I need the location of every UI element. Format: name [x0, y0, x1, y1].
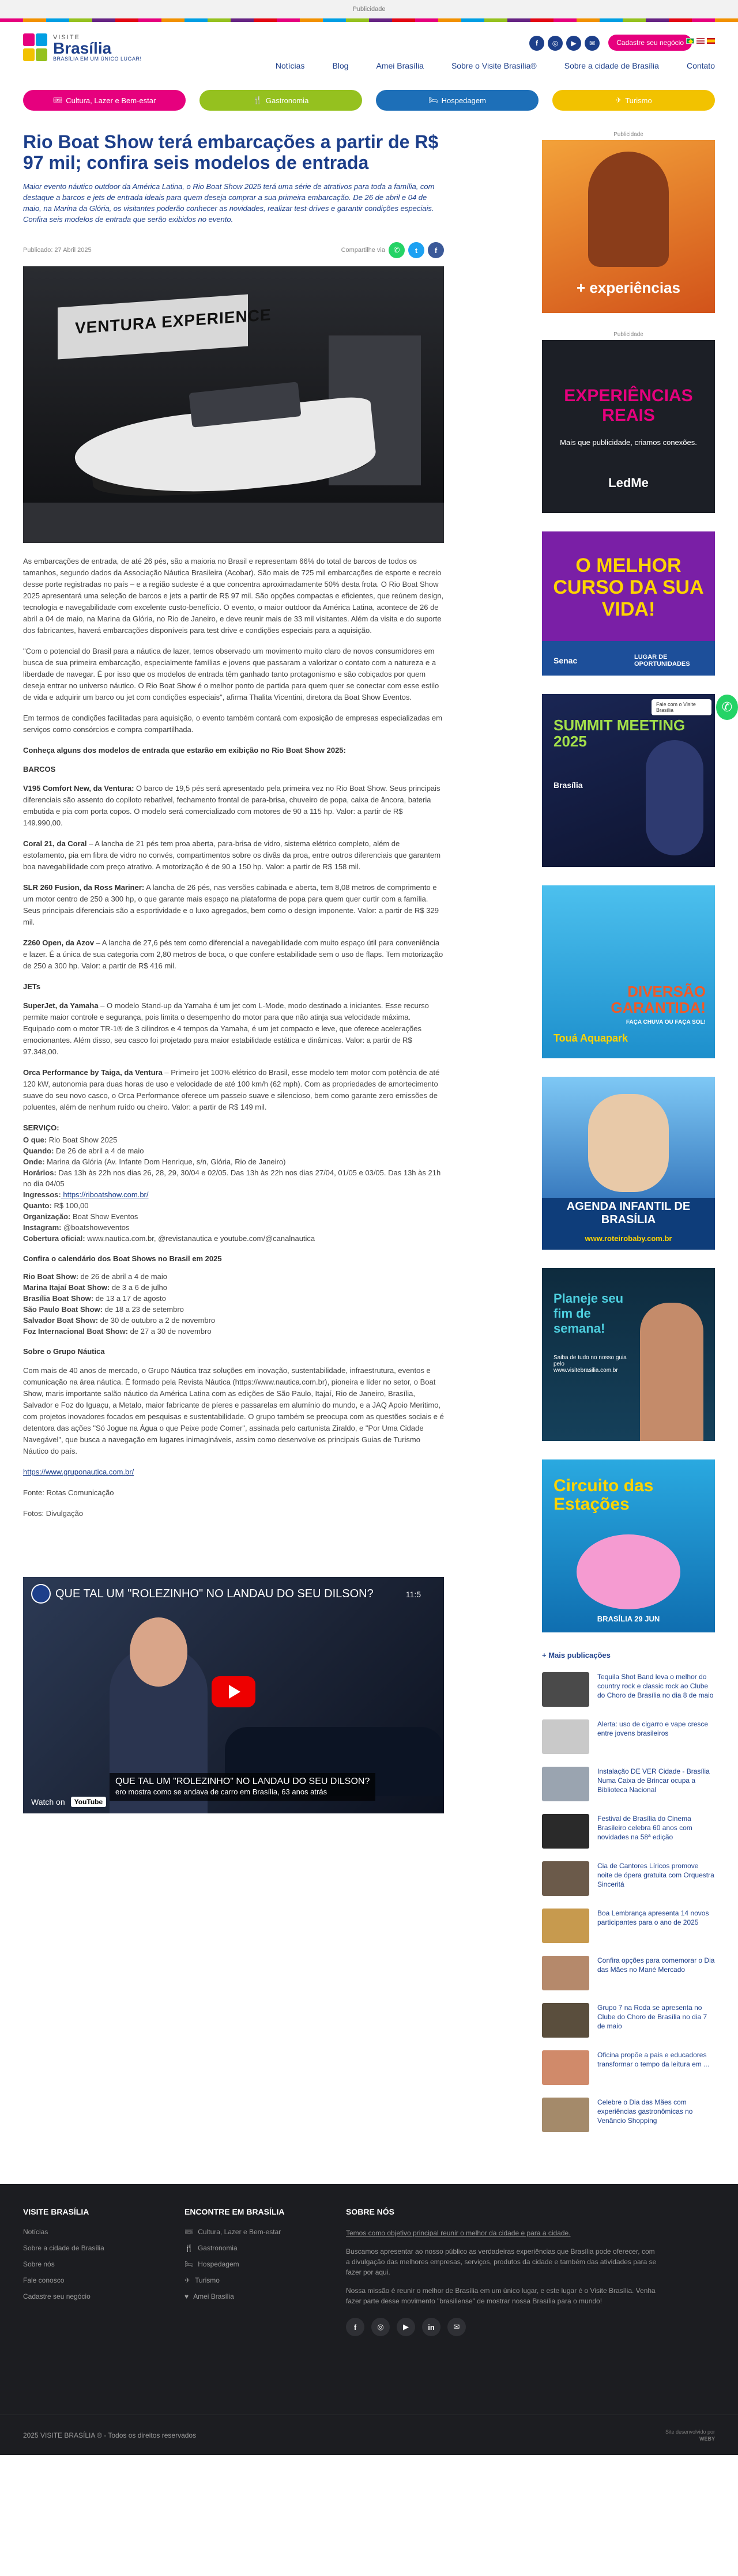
- food-icon: 🍴: [253, 96, 262, 104]
- boat-item: [23, 783, 444, 829]
- publication-item[interactable]: [542, 1672, 715, 1707]
- plane-icon: ✈: [184, 2276, 191, 2284]
- nav-noticias[interactable]: Notícias: [275, 61, 305, 70]
- publication-title: Oficina propõe a pais e educadores transformar o tempo da leitura em ...: [597, 2051, 710, 2068]
- hero-floor: [23, 503, 444, 543]
- sidebar: [542, 131, 715, 2132]
- ad-sub: Mais que publicidade, criamos conexões.: [560, 438, 697, 447]
- publication-title: Confira opções para comemorar o Dia das Mães no Mané Mercado: [597, 1956, 715, 1974]
- jet-name: SuperJet, da Yamaha: [23, 1001, 99, 1010]
- category-gastronomia[interactable]: [199, 90, 362, 111]
- ad-text: Planeje seu fim de semana!: [554, 1291, 624, 1336]
- ad-sub: BRASÍLIA 29 JUN: [597, 1615, 660, 1623]
- publication-title: Alerta: uso de cigarro e vape cresce entre jovens brasileiros: [597, 1720, 709, 1737]
- publication-title: Cia de Cantores Líricos promove noite de ópera gratuita com Orquestra Sinceritá: [597, 1862, 714, 1888]
- sidebar-ad[interactable]: [542, 140, 715, 313]
- logo-tagline: BRASÍLIA EM UM ÚNICO LUGAR!: [53, 56, 142, 62]
- article-body: [23, 556, 444, 1519]
- service-item: Ingressos: https://riboatshow.com.br/: [23, 1190, 149, 1199]
- food-icon: 🍴: [184, 2244, 193, 2252]
- footer-about-text: Nossa missão é reunir o melhor de Brasília em um único lugar, e este lugar é o Visite Brasília. Venha fazer parte desse movimento "brasiliense" de mostrar nossa Brasília para o mundo!: [346, 2287, 656, 2305]
- about-link[interactable]: https://www.gruponautica.com.br/: [23, 1468, 134, 1476]
- service-item: Cobertura oficial: www.nautica.com.br, @revistanautica e youtube.com/@canalnautica: [23, 1234, 315, 1243]
- published-date: Publicado: 27 Abril 2025: [23, 247, 92, 254]
- category-label: Turismo: [625, 96, 652, 105]
- service-item: Instagram: @boatshoweventos: [23, 1223, 130, 1232]
- plane-icon: ✈: [615, 96, 622, 104]
- logo-mark-icon: [23, 33, 48, 62]
- footer-link[interactable]: 🎟 Cultura, Lazer e Bem-estar: [184, 2228, 281, 2236]
- youtube-embed[interactable]: [23, 1577, 444, 1813]
- category-turismo[interactable]: [552, 90, 715, 111]
- publication-title: Instalação DE VER Cidade - Brasília Numa Caixa de Brincar ocupa a Biblioteca Nacional: [597, 1767, 710, 1794]
- boats-heading: BARCOS: [23, 765, 56, 774]
- bed-icon: 🛏: [428, 96, 438, 104]
- calendar-item: Marina Itajaí Boat Show: de 3 a 6 de julho: [23, 1283, 167, 1292]
- article-lede: Maior evento náutico outdoor da América Latina, o Rio Boat Show 2025 terá uma série de atrativos para toda a família, com destaque a barcos e jets de entrada ideais para quem deseja comprar a sua primeira embarcação. De 26 de abril e 04 de maio, na Marina da Glória, os visitantes poderão conhecer as novidades, realizar test-drives e garantir condições especiais. Confira seis modelos de entrada que serão exibidos no evento.: [23, 182, 435, 224]
- nav-sobre-cidade[interactable]: Sobre a cidade de Brasília: [564, 61, 659, 70]
- watch-on-youtube[interactable]: Watch on YouTube: [23, 1790, 444, 1813]
- email-icon[interactable]: ✉: [447, 2318, 466, 2336]
- top-ad-label: Publicidade: [352, 6, 386, 13]
- logo-line1: VISITE: [53, 34, 80, 41]
- sidebar-ad[interactable]: [542, 1077, 715, 1250]
- jet-text: – O modelo Stand-up da Yamaha é um jet com L-Mode, modo destinado a iniciantes. Esse recurso permite maior controle e segurança, pois limita o desempenho do motor para que não atinja sua velocidade máxima. Equipado com o motor TR-1® de 3 cilindros e 4 tempos da Yamaha, é um jet compacto e leve, que oferece acelerações emocionantes. Além disso, seu casco foi projetado para maior estabilidade estática e dinâmicas. Valor: a partir de R$ 97.348,00.: [23, 1001, 429, 1056]
- boat-item: [23, 937, 444, 972]
- category-label: Gastronomia: [265, 96, 309, 105]
- footer-col-visite: [23, 2207, 150, 2336]
- publication-item[interactable]: [542, 1956, 715, 1990]
- share-label: Compartilhe via: [341, 247, 385, 254]
- publication-title: Celebre o Dia das Mães com experiências gastronômicas no Venâncio Shopping: [597, 2098, 693, 2125]
- ad-text: DIVERSÃO GARANTIDA!: [611, 983, 706, 1016]
- calendar-item: Brasília Boat Show: de 13 a 17 de agosto: [23, 1294, 166, 1303]
- main-content: [23, 131, 715, 2132]
- service-heading: SERVIÇO:: [23, 1123, 59, 1132]
- footer-social: [346, 2318, 657, 2336]
- nav-blog[interactable]: Blog: [332, 61, 349, 70]
- nav-amei-brasilia[interactable]: Amei Brasília: [376, 61, 424, 70]
- about-paragraph: Com mais de 40 anos de mercado, o Grupo Náutica traz soluções em inovação, sustentabilidade, infraestrutura, eventos e comunicação na área náutica. É formado pela Revista Náutica (https://www.nautica.com.br), pioneira e líder no setor, o Boat Show, maris importante salão náutico da América Latina com as edições de São Paulo, Itajaí, Rio de Janeiro, Brasília, Salvador e Foz do Iguaçu, a Metalo, maior fabricante de píeres e passarelas em alumínio do mundo, e a JAQ Apoio Meritimo, com projetos inovadores focados em pesquisas e sustentabilidade. O grupo também se preocupa com as questões sociais e é detentora das ações "Só Jogue na Água o que Peixe pode Comer", assinada pelo cartunista Ziraldo, e "Por Uma Cidade Navegável", que busca a navegação em lugares inimagináveis, assim como desenvolve os principais Guias de Turismo Náutico do país.: [23, 1366, 444, 1455]
- whatsapp-bubble: Fale com o Visite Brasília: [652, 699, 711, 715]
- about-heading: Sobre o Grupo Náutica: [23, 1347, 105, 1356]
- jet-item: [23, 1067, 444, 1113]
- article-meta: [23, 242, 444, 258]
- flag-us-icon[interactable]: [696, 38, 705, 44]
- footer-link[interactable]: Sobre a cidade de Brasília: [23, 2244, 104, 2252]
- category-label: Cultura, Lazer e Bem-estar: [66, 96, 156, 105]
- main-nav: [276, 61, 715, 70]
- video-face: [130, 1617, 187, 1687]
- sidebar-ad[interactable]: [542, 694, 715, 867]
- footer-about-text: Buscamos apresentar ao nosso público as verdadeiras experiências que Brasília pode oferecer, com a divulgação das melhores empresas, serviços, produtos da cidade e também das atividades para se fazer por aqui.: [346, 2247, 657, 2276]
- boat-name: SLR 260 Fusion, da Ross Mariner:: [23, 883, 145, 892]
- calendar-item: São Paulo Boat Show: de 18 a 23 de setembro: [23, 1305, 184, 1314]
- calendar-item: Salvador Boat Show: de 30 de outubro a 2 de novembro: [23, 1316, 216, 1325]
- developer-credit[interactable]: Site desenvolvido por WEBY: [665, 2429, 715, 2442]
- bed-icon: 🛏: [184, 2260, 194, 2268]
- publication-thumb: [542, 1814, 589, 1849]
- video-title[interactable]: QUE TAL UM "ROLEZINHO" NO LANDAU DO SEU DILSON?: [55, 1587, 374, 1600]
- category-label: Hospedagem: [441, 96, 486, 105]
- service-item: Onde: Marina da Glória (Av. Infante Dom Henrique, s/n, Glória, Rio de Janeiro): [23, 1157, 286, 1166]
- ad-brand: Touá Aquapark: [554, 1032, 628, 1044]
- email-icon[interactable]: ✉: [585, 36, 600, 51]
- jet-text: – Primeiro jet 100% elétrico do Brasil, esse modelo tem motor com potência de até 120 kW, autonomia para duas horas de uso e velocidade de até 100 km/h (62 mph). Com as propriedades de amortecimento suave do seu novo casco, o Orca Performance oferece um passeio suave e silencioso, bem como garante zero emissões de poluentes, além de nenhum ruído ou cheiro. Valor: a partir de R$ 149 mil.: [23, 1068, 440, 1111]
- publication-item[interactable]: [542, 2050, 715, 2085]
- share-facebook-icon[interactable]: f: [428, 242, 444, 258]
- site-header: [23, 22, 715, 85]
- publication-thumb: [542, 2098, 589, 2132]
- publication-item[interactable]: [542, 1767, 715, 1801]
- publication-thumb: [542, 1767, 589, 1801]
- ad-text: AGENDA INFANTIL DE BRASÍLIA: [566, 1200, 691, 1226]
- boat-name: V195 Comfort New, da Ventura:: [23, 784, 134, 793]
- ad-text: EXPERIÊNCIAS REAIS: [564, 386, 693, 425]
- ad-sub: FAÇA CHUVA OU FAÇA SOL!: [626, 1019, 706, 1025]
- publication-title: Grupo 7 na Roda se apresenta no Clube do Choro de Brasília no dia 7 de maio: [597, 2004, 707, 2030]
- article: [23, 131, 444, 2132]
- ticket-icon: 🎟: [52, 96, 63, 104]
- publication-item[interactable]: [542, 1719, 715, 1754]
- publication-item[interactable]: [542, 2003, 715, 2038]
- sidebar-ad[interactable]: [542, 531, 715, 676]
- ad-text: O MELHOR CURSO DA SUA VIDA!: [553, 555, 704, 620]
- footer-heading: VISITE BRASÍLIA: [23, 2207, 89, 2216]
- service-item: Horários: Das 13h às 22h nos dias 26, 28, 29, 30/04 e 02/05. Das 13h às 22h nos dias 27/04, 01/05 e 03/05. Das 13h às 21h no dia 04/05: [23, 1168, 441, 1188]
- share-bar: [341, 242, 444, 258]
- site-logo[interactable]: [23, 33, 142, 62]
- ad-sub: www.roteirobaby.com.br: [585, 1234, 672, 1243]
- service-item: O que: Rio Boat Show 2025: [23, 1136, 118, 1144]
- hero-image: [23, 266, 444, 543]
- publication-thumb: [542, 1909, 589, 1943]
- instagram-icon[interactable]: ◎: [371, 2318, 390, 2336]
- footer-link[interactable]: Cadastre seu negócio: [23, 2292, 91, 2300]
- paragraph: "Com o potencial do Brasil para a náutica de lazer, temos observado um movimento muito claro de novos consumidores em busca de sua primeira embarcação, especialmente famílias e jovens que passaram a valorizar o contato com a natureza e a liberdade de navegar. É por isso que os modelos de entrada têm ganhado tanto protagonismo e são cobiçados por quem deseja entrar no universo náutico. O Rio Boat Show é o melhor ponto de partida para quem quer se conectar com esse estilo de vida e adquirir um barco ou jet com condições especiais", afirma Thalita Vicentini, diretora da Boat Show Eventos.: [23, 647, 439, 701]
- publication-item[interactable]: [542, 1814, 715, 1849]
- register-business-button[interactable]: Cadastre seu negócio: [608, 35, 692, 51]
- service-item: Quanto: R$ 100,00: [23, 1201, 89, 1210]
- ad-sub: Brasília: [554, 780, 583, 790]
- instagram-icon[interactable]: ◎: [548, 36, 563, 51]
- footer-link[interactable]: 🍴 Gastronomia: [184, 2244, 238, 2252]
- publication-thumb: [542, 1861, 589, 1896]
- language-flags: [686, 38, 715, 44]
- nav-contato[interactable]: Contato: [686, 61, 715, 70]
- more-publications-list: [542, 1672, 715, 2132]
- publication-title: Festival de Brasília do Cinema Brasileiro celebra 60 anos com novidades na 58ª edição: [597, 1815, 692, 1841]
- footer-about-text: Temos como objetivo principal reunir o melhor da cidade e para a cidade.: [346, 2229, 571, 2237]
- video-duration: 11:5: [405, 1590, 421, 1599]
- publication-title: Boa Lembrança apresenta 14 novos participantes para o ano de 2025: [597, 1909, 709, 1926]
- photos-credit: Fotos: Divulgação: [23, 1509, 84, 1518]
- share-twitter-icon[interactable]: t: [408, 242, 424, 258]
- footer-link[interactable]: Sobre nós: [23, 2260, 55, 2268]
- footer-heading: ENCONTRE EM BRASÍLIA: [184, 2207, 285, 2216]
- service-item: Quando: De 26 de abril a 4 de maio: [23, 1146, 144, 1155]
- publication-thumb: [542, 1719, 589, 1754]
- publication-title: Tequila Shot Band leva o melhor do country rock e classic rock ao Clube do Choro de Brasília no dia 8 de maio: [597, 1673, 714, 1699]
- linkedin-icon[interactable]: in: [422, 2318, 440, 2336]
- publication-item[interactable]: [542, 2098, 715, 2132]
- calendar-item: Rio Boat Show: de 26 de abril a 4 de maio: [23, 1272, 167, 1281]
- top-ad-bar: [0, 0, 738, 18]
- footer-link[interactable]: 🛏 Hospedagem: [184, 2260, 239, 2268]
- sidebar-ad[interactable]: [542, 1459, 715, 1632]
- paragraph: As embarcações de entrada, de até 26 pés, são a maioria no Brasil e representam 66% do total de barcos de todos os tamanhos, segundo dados da Associação Náutica Brasileira (Acobar). São mais de 725 mil embarcações de esporte e recreio desse porte registradas no país – e a região sudeste é a que concentra aproximadamente 50% desta frota. O Rio Boat Show 2025 apresentará uma seleção de barcos e jets a partir de R$ 97 mil. São opções compactas e eficientes, que reúnem design, tecnologia e navegabilidade com excelente custo-benefício. O evento, o maior outdoor da América Latina, acontece de 26 de abril a 04 de maio, na Marina da Glória, no Rio de Janeiro, e deve reunir mais de 33 mil visitantes. Além da visita e do suporte dos fabricantes, haverá embarcações disponíveis para test drive e condições especiais para a aquisição.: [23, 557, 444, 635]
- sidebar-ad[interactable]: [542, 340, 715, 513]
- share-whatsapp-icon[interactable]: ✆: [389, 242, 405, 258]
- footer-heading: SOBRE NÓS: [346, 2207, 395, 2216]
- boat-text: – A lancha de 27,6 pés tem como diferencial a navegabilidade com muito espaço útil para conveniência e lazer. É a única de sua categoria com 2,80 metros de boca, o que confere estabilidade sem o uso de flaps. Tem motorização de 250 a 300 hp. Valor: a partir de R$ 416 mil.: [23, 938, 443, 970]
- paragraph: Em termos de condições facilitadas para aquisição, o evento também contará com exposição de empresas especializadas em serviços como consórcios e compra compartilhada.: [23, 714, 442, 734]
- whatsapp-icon[interactable]: ✆: [716, 695, 738, 720]
- heart-icon: ♥: [184, 2292, 189, 2300]
- category-cultura[interactable]: [23, 90, 186, 111]
- ad-text: + experiências: [577, 279, 680, 296]
- whatsapp-float[interactable]: [652, 695, 738, 720]
- footer-link[interactable]: ✈ Turismo: [184, 2276, 220, 2284]
- calendar-list: [23, 1271, 444, 1337]
- ticket-icon: 🎟: [184, 2228, 194, 2236]
- youtube-icon[interactable]: ▶: [566, 36, 581, 51]
- ad-label: Publicidade: [613, 331, 643, 338]
- ad-sub: Saiba de tudo no nosso guia pelo www.visitebrasilia.com.br: [554, 1355, 627, 1374]
- facebook-icon[interactable]: f: [529, 36, 544, 51]
- youtube-icon[interactable]: ▶: [397, 2318, 415, 2336]
- flag-br-icon[interactable]: [686, 38, 694, 44]
- ad-label: Publicidade: [613, 131, 643, 138]
- ad-text: SUMMIT MEETING 2025: [554, 716, 686, 750]
- models-heading: Conheça alguns dos modelos de entrada que estarão em exibição no Rio Boat Show 2025:: [23, 746, 346, 755]
- boat-item: [23, 882, 444, 928]
- publication-thumb: [542, 1956, 589, 1990]
- jet-name: Orca Performance by Taiga, da Ventura: [23, 1068, 163, 1077]
- publication-thumb: [542, 1672, 589, 1707]
- ad-brand: Senac: [554, 656, 578, 665]
- footer-col-encontre: [184, 2207, 311, 2336]
- boat-name: Coral 21, da Coral: [23, 839, 87, 848]
- footer-link[interactable]: ♥ Amei Brasília: [184, 2292, 234, 2300]
- boat-name: Z260 Open, da Azov: [23, 938, 95, 947]
- tickets-link[interactable]: https://riboatshow.com.br/: [61, 1190, 149, 1199]
- boat-text: – A lancha de 21 pés tem proa aberta, para-brisa de vidro, sistema elétrico completo, além de estofamento, pia em fibra de vidro no convés, compartimentos sobre os divãs da proa, entre outros diferenciais que garantem boa navegabilidade com preço atrativo. A motorização é de 90 a 150 hp. Valor: a partir de R$ 158 mil.: [23, 839, 441, 871]
- flag-es-icon[interactable]: [707, 38, 715, 44]
- publication-item[interactable]: [542, 1861, 715, 1896]
- footer-link[interactable]: Fale conosco: [23, 2276, 65, 2284]
- logo-line2: Brasília: [53, 39, 112, 57]
- site-footer: [0, 2184, 738, 2455]
- service-item: Organização: Boat Show Eventos: [23, 1212, 138, 1221]
- publication-thumb: [542, 2003, 589, 2038]
- article-title: Rio Boat Show terá embarcações a partir de R$ 97 mil; confira seis modelos de entrada: [23, 131, 439, 173]
- footer-link[interactable]: Notícias: [23, 2228, 48, 2236]
- sidebar-ad[interactable]: [542, 885, 715, 1058]
- channel-avatar[interactable]: [31, 1584, 51, 1604]
- footer-col-sobre: [346, 2207, 657, 2336]
- boat-text: O barco de 19,5 pés será apresentado pela primeira vez no Rio Boat Show. Seus principais diferenciais são assento do copiloto rebatível, fechamento frontal de para-brisa, chuveiro de popa, caixa de âncora, bateria embutida e pia com porta copos. O modelo será comercializado com motores de 90 a 115 hp. Valor: a partir de R$ 149.990,00.: [23, 784, 440, 827]
- category-row: [23, 90, 715, 111]
- source-text: Fonte: Rotas Comunicação: [23, 1488, 114, 1497]
- ad-brand: LedMe: [608, 476, 649, 490]
- more-publications-title: + Mais publicações: [542, 1651, 611, 1659]
- calendar-heading: Confira o calendário dos Boat Shows no Brasil em 2025: [23, 1254, 222, 1263]
- nav-sobre-visite[interactable]: Sobre o Visite Brasília®: [451, 61, 537, 70]
- ad-sub: LUGAR DE OPORTUNIDADES: [634, 654, 690, 667]
- jets-heading: JETs: [23, 982, 41, 991]
- boat-text: A lancha de 26 pés, nas versões cabinada e aberta, tem 8,08 metros de comprimento e um motor centro de 250 a 300 hp, o que garante mais espaço na plataforma de popa para quem quer curtir com a família. Seus principais diferenciais são a esportividade e o luxo agregados, bem como o design imponente. Valor: a partir de R$ 329 mil.: [23, 883, 439, 926]
- copyright: 2025 VISITE BRASÍLIA ® - Todos os direitos reservados: [23, 2431, 197, 2439]
- category-hospedagem[interactable]: [376, 90, 539, 111]
- jet-item: [23, 1000, 444, 1058]
- youtube-logo-icon: YouTube: [71, 1797, 107, 1807]
- publication-item[interactable]: [542, 1909, 715, 1943]
- header-social: [529, 36, 600, 51]
- facebook-icon[interactable]: f: [346, 2318, 364, 2336]
- footer-bottom: [0, 2415, 738, 2455]
- ad-text: Circuito das Estações: [554, 1476, 654, 1514]
- boat-item: [23, 838, 444, 873]
- play-button-icon[interactable]: [212, 1676, 255, 1707]
- hero-banner-text: VENTURA EXPERIENCE: [75, 306, 272, 337]
- video-subtitle: QUE TAL UM "ROLEZINHO" NO LANDAU DO SEU DILSON? ero mostra como se andava de carro em Brasília, 63 anos atrás: [110, 1773, 375, 1801]
- service-list: [23, 1134, 444, 1244]
- sidebar-ad[interactable]: [542, 1268, 715, 1441]
- publication-thumb: [542, 2050, 589, 2085]
- calendar-item: Foz Internacional Boat Show: de 27 a 30 de novembro: [23, 1327, 212, 1336]
